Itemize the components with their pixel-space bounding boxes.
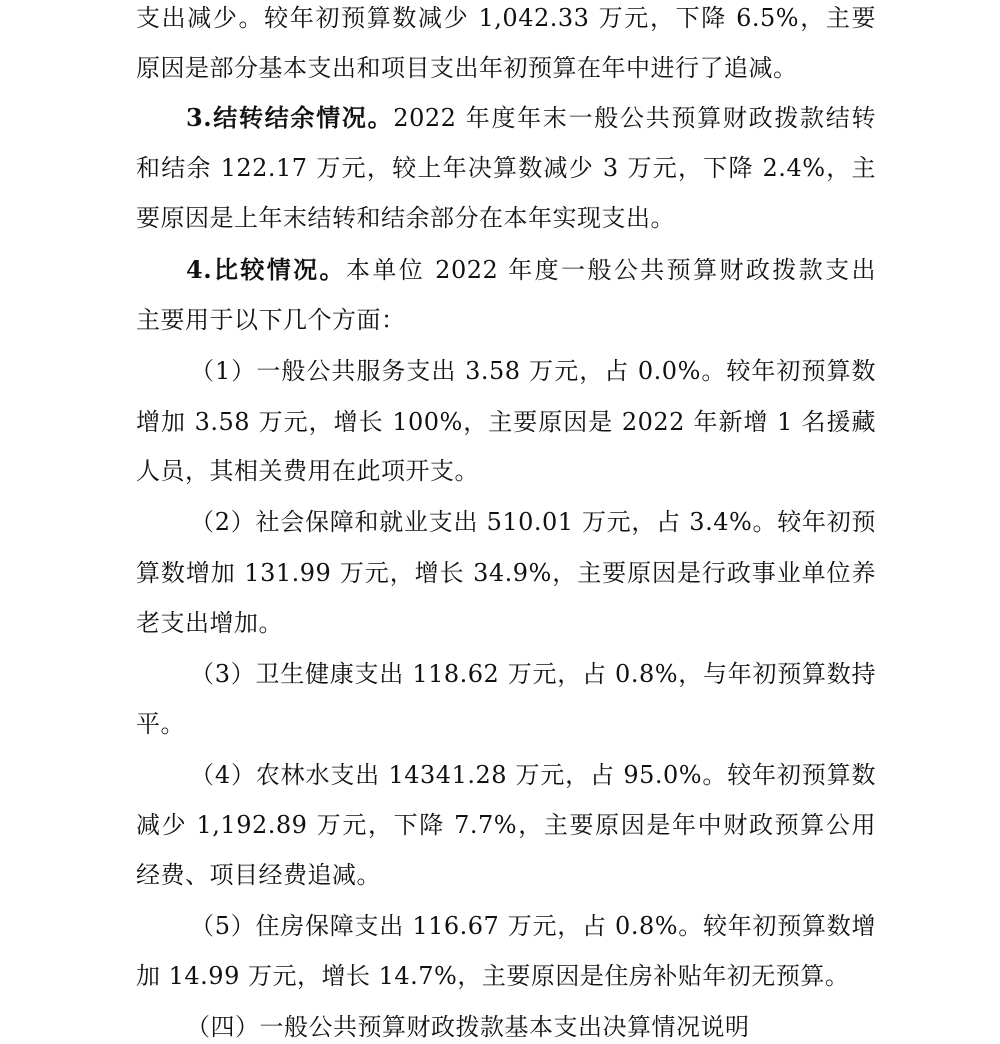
- section-heading: 3.结转结余情况。: [186, 103, 394, 132]
- text-line: 原因是部分基本支出和项目支出年初预算在年中进行了追减。: [136, 54, 798, 82]
- text-line: （1）一般公共服务支出 3.58 万元，占 0.0%。较年初预算数: [190, 357, 876, 385]
- text-line: 主要用于以下几个方面：: [136, 306, 406, 334]
- text-line: 减少 1,192.89 万元，下降 7.7%，主要原因是年中财政预算公用: [136, 811, 876, 839]
- text-line: 算数增加 131.99 万元，增长 34.9%，主要原因是行政事业单位养: [136, 559, 876, 587]
- text-line: （3）卫生健康支出 118.62 万元，占 0.8%，与年初预算数持: [190, 660, 876, 688]
- text-line: （5）住房保障支出 116.67 万元，占 0.8%。较年初预算数增: [190, 912, 876, 940]
- text-run: 2022 年度年末一般公共预算财政拨款结转: [393, 104, 876, 132]
- text-run: 本单位 2022 年度一般公共预算财政拨款支出: [345, 256, 876, 284]
- text-line: 支出减少。较年初预算数减少 1,042.33 万元，下降 6.5%，主要: [136, 4, 876, 32]
- text-line: （4）农林水支出 14341.28 万元，占 95.0%。较年初预算数: [190, 761, 876, 789]
- text-line: （2）社会保障和就业支出 510.01 万元，占 3.4%。较年初预: [190, 508, 876, 536]
- text-line: 平。: [136, 710, 185, 738]
- section-heading: 4.比较情况。: [186, 255, 346, 284]
- text-line: 增加 3.58 万元，增长 100%，主要原因是 2022 年新增 1 名援藏: [136, 408, 876, 436]
- text-line: 和结余 122.17 万元，较上年决算数减少 3 万元，下降 2.4%，主: [136, 154, 876, 182]
- text-line: 人员，其相关费用在此项开支。: [136, 457, 479, 485]
- paragraph-carryover: [186, 101, 876, 135]
- text-line: 要原因是上年末结转和结余部分在本年实现支出。: [136, 204, 675, 232]
- text-line: 经费、项目经费追减。: [136, 861, 381, 889]
- section-title: （四）一般公共预算财政拨款基本支出决算情况说明: [186, 1013, 750, 1041]
- paragraph-comparison: [186, 253, 876, 287]
- text-line: 加 14.99 万元，增长 14.7%，主要原因是住房补贴年初无预算。: [136, 962, 850, 990]
- text-line: 老支出增加。: [136, 609, 283, 637]
